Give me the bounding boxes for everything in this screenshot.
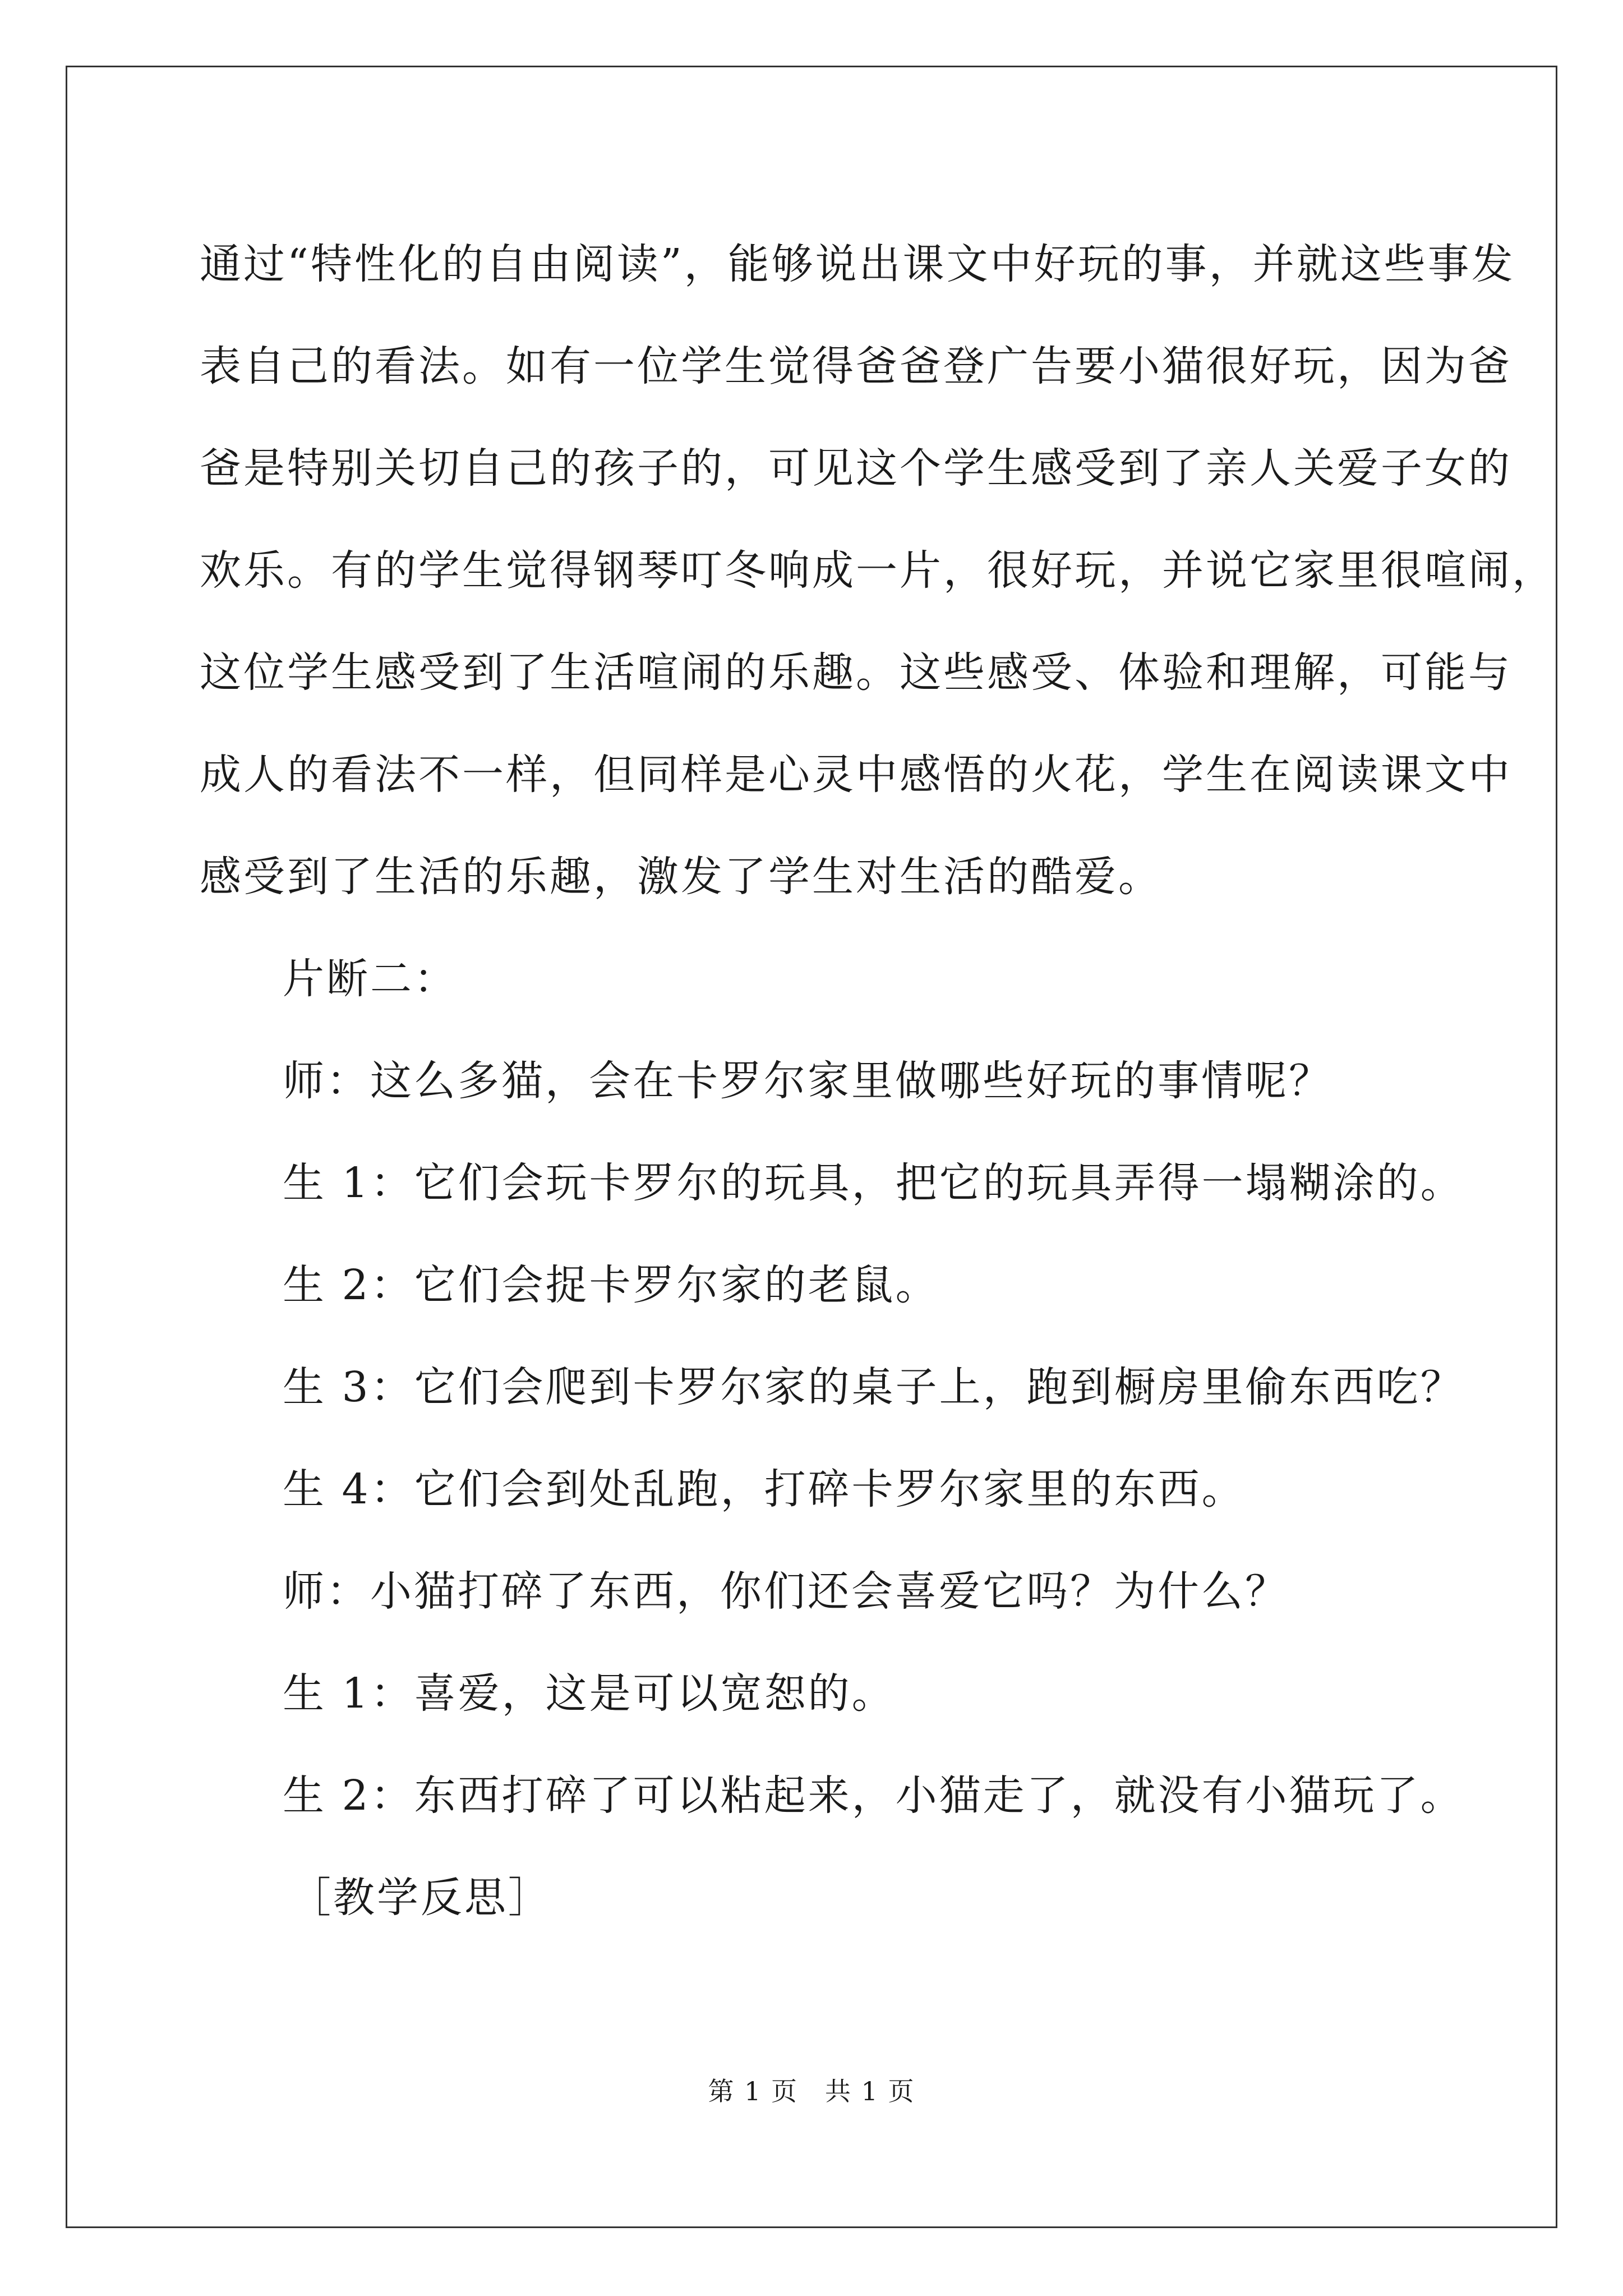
page-footer: 第 1 页 共 1 页 (708, 2076, 915, 2106)
paragraph-line: 爸是特别关切自己的孩子的，可见这个学生感受到了亲人关爱子女的 (200, 444, 1512, 493)
dialogue-line: 生 3：它们会爬到卡罗尔家的桌子上，跑到橱房里偷东西吃？ (283, 1363, 1464, 1411)
paragraph-line: 通过“特性化的自由阅读”，能够说出课文中好玩的事，并就这些事发 (200, 240, 1515, 288)
dialogue-line: 生 2：东西打碎了可以粘起来，小猫走了，就没有小猫玩了。 (283, 1772, 1464, 1820)
section-heading: ［教学反思］ (289, 1874, 552, 1922)
dialogue-line: 师：小猫打碎了东西，你们还会喜爱它吗？为什么？ (283, 1567, 1289, 1616)
paragraph-line: 这位学生感受到了生活喧闹的乐趣。这些感受、体验和理解，可能与 (200, 648, 1512, 697)
paragraph-line: 表自己的看法。如有一位学生觉得爸爸登广告要小猫很好玩，因为爸 (200, 342, 1512, 390)
paragraph-line: 欢乐。有的学生觉得钢琴叮冬响成一片，很好玩，并说它家里很喧闹， (200, 546, 1556, 595)
fragment-heading: 片断二： (283, 955, 458, 1003)
paragraph-line: 成人的看法不一样，但同样是心灵中感悟的火花，学生在阅读课文中 (200, 751, 1512, 799)
document-body (200, 213, 1556, 1949)
dialogue-line: 生 2：它们会捉卡罗尔家的老鼠。 (283, 1261, 939, 1309)
dialogue-line: 生 1：喜爱，这是可以宽恕的。 (283, 1669, 896, 1718)
dialogue-line: 生 1：它们会玩卡罗尔的玩具，把它的玩具弄得一塌糊涂的。 (283, 1159, 1464, 1207)
dialogue-line: 师：这么多猫，会在卡罗尔家里做哪些好玩的事情呢？ (283, 1057, 1332, 1105)
paragraph-line: 感受到了生活的乐趣，激发了学生对生活的酷爱。 (200, 853, 1162, 901)
dialogue-line: 生 4：它们会到处乱跑，打碎卡罗尔家里的东西。 (283, 1465, 1246, 1513)
